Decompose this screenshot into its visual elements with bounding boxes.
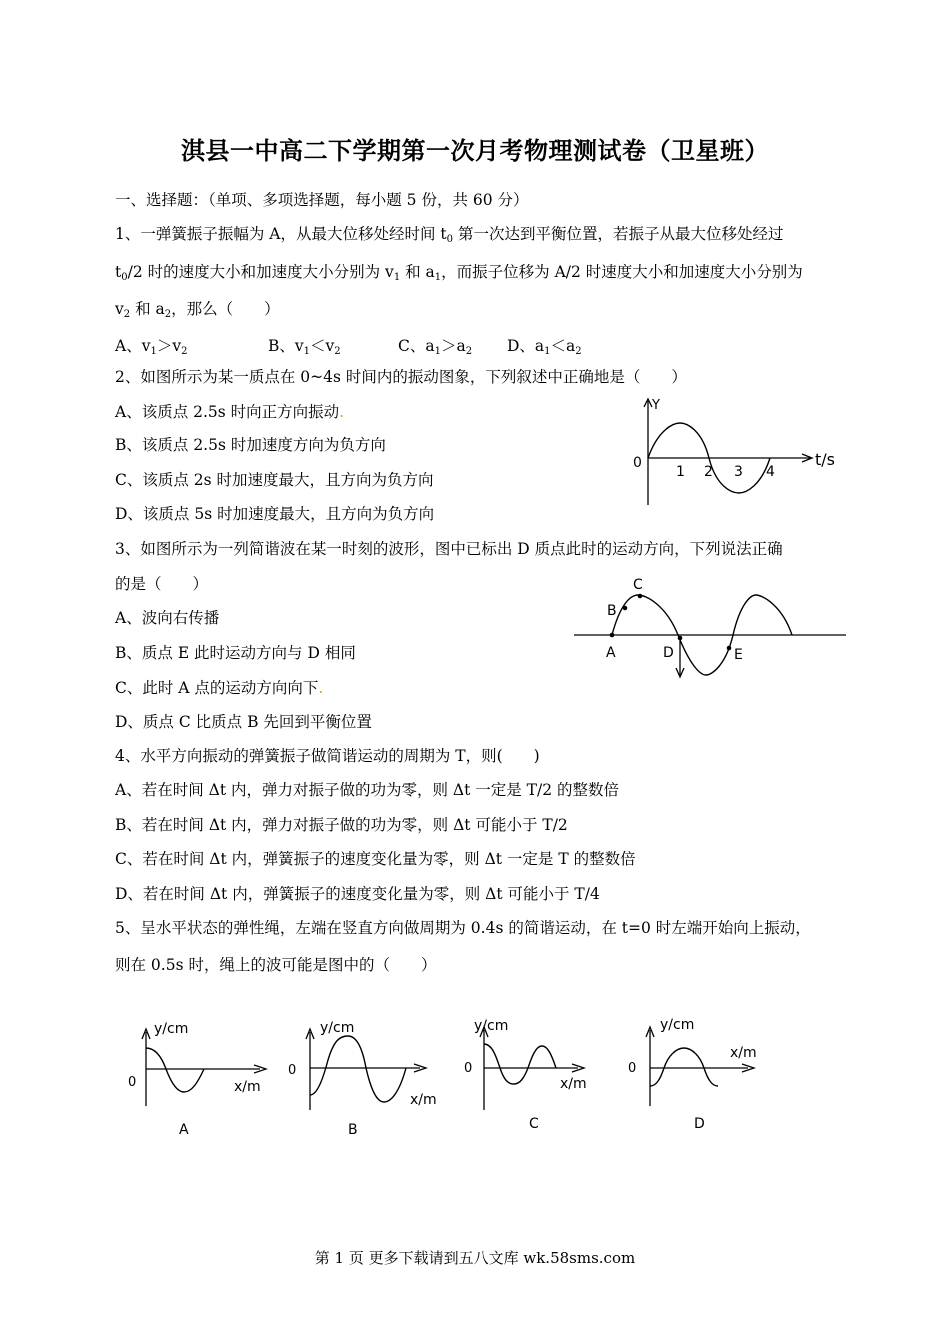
q2-tick-2: 2 [704,464,713,480]
q5d-origin: 0 [628,1061,637,1076]
q5c-y-label: y/cm [474,1018,509,1034]
q1-line3: $v_2$ 和 $a_2$，那么（ ） [115,300,280,320]
q1-line1: 1、一弹簧振子振幅为 A，从最大位移处经时间 $t_0$ 第一次达到平衡位置，若振子从最大位移处经过 [115,225,784,245]
q2-tick-3: 3 [734,464,743,480]
q5d-caption: D [694,1116,705,1132]
q4-option-d: D、若在时间 Δt 内，弹簧振子的速度变化量为零，则 Δt 可能小于 T/4 [115,885,600,903]
q4-option-b: B、若在时间 Δt 内，弹力对振子做的功为零，则 Δt 可能小于 T/2 [115,816,568,834]
q5-stem-line1: 5、呈水平状态的弹性绳，左端在竖直方向做周期为 0.4s 的简谐运动，在 t=0 时左端开始向上振动， [115,919,811,937]
q5-stem-line2: 则在 0.5s 时，绳上的波可能是图中的（ ） [115,956,437,974]
q5b-origin: 0 [288,1063,297,1078]
q3-label-a: A [606,645,616,661]
q4-option-a: A、若在时间 Δt 内，弹力对振子做的功为零，则 Δt 一定是 T/2 的整数倍 [115,781,620,799]
q3-option-c: C、此时 A 点的运动方向向下. [115,679,324,697]
q5-graph-c [460,1010,610,1145]
q1-option-b: B、$v_1<v_2$ [268,337,341,357]
page-footer: 第 1 页 更多下载请到五八文库 wk.58sms.com [314,1249,636,1267]
q2-option-b: B、该质点 2.5s 时加速度方向为负方向 [115,436,386,454]
q5-graph-a [120,1010,280,1145]
q5d-x-label: x/m [730,1045,757,1061]
q2-option-a: A、该质点 2.5s 时向正方向振动. [115,403,345,421]
q2-option-d: D、该质点 5s 时加速度最大，且方向为负方向 [115,505,435,523]
q5a-x-label: x/m [234,1079,261,1095]
q4-option-c: C、若在时间 Δt 内，弹簧振子的速度变化量为零，则 Δt 一定是 T 的整数倍 [115,850,636,868]
q1-option-a: A、$v_1>v_2$ [115,337,188,357]
q2-vibration-graph [625,395,845,510]
q3-label-e: E [734,647,743,663]
q2-origin-label: 0 [633,455,642,471]
q3-label-b: B [607,603,617,619]
section-heading: 一、选择题：（单项、多项选择题，每小题 5 份，共 60 分） [115,191,529,209]
q5-graph-d [620,1010,770,1145]
q5b-y-label: y/cm [320,1020,355,1036]
q5c-x-label: x/m [560,1076,587,1092]
q5a-y-label: y/cm [154,1021,189,1037]
q3-waveform [570,575,850,685]
q3-option-d: D、质点 C 比质点 B 先回到平衡位置 [115,713,372,731]
q3-stem-line2: 的是（ ） [115,575,209,593]
q1-option-d: D、$a_1<a_2$ [507,337,582,357]
q5b-caption: B [348,1122,358,1138]
q5c-caption: C [529,1116,539,1132]
q5c-origin: 0 [464,1061,473,1076]
q2-tick-4: 4 [766,464,775,480]
q2-y-label: Y [652,398,660,413]
q3-label-d: D [663,645,674,661]
q5a-caption: A [179,1122,189,1138]
q2-tick-1: 1 [676,464,685,480]
page-title: 淇县一中高二下学期第一次月考物理测试卷（卫星班） [181,136,769,165]
q5-graph-b [280,1010,450,1145]
q3-stem-line1: 3、如图所示为一列简谐波在某一时刻的波形，图中已标出 D 质点此时的运动方向，下列说法正确 [115,540,783,558]
q1-line2: $t_0/2$ 时的速度大小和加速度大小分别为 $v_1$ 和 $a_1$，而振子位移为 A/2 时速度大小和加速度大小分别为 [115,263,803,283]
q5a-origin: 0 [128,1075,137,1090]
q2-option-c: C、该质点 2s 时加速度最大，且方向为负方向 [115,471,434,489]
q5b-x-label: x/m [410,1092,437,1108]
q2-x-label: t/s [815,450,835,469]
q4-stem: 4、水平方向振动的弹簧振子做简谐运动的周期为 T，则( ) [115,747,540,765]
q1-option-c: C、$a_1>a_2$ [398,337,473,357]
q3-label-c: C [633,577,643,593]
q2-stem: 2、如图所示为某一质点在 0~4s 时间内的振动图象，下列叙述中正确地是（ ） [115,368,687,386]
q3-option-a: A、波向右传播 [115,609,220,627]
q5d-y-label: y/cm [660,1017,695,1033]
q3-option-b: B、质点 E 此时运动方向与 D 相同 [115,644,356,662]
